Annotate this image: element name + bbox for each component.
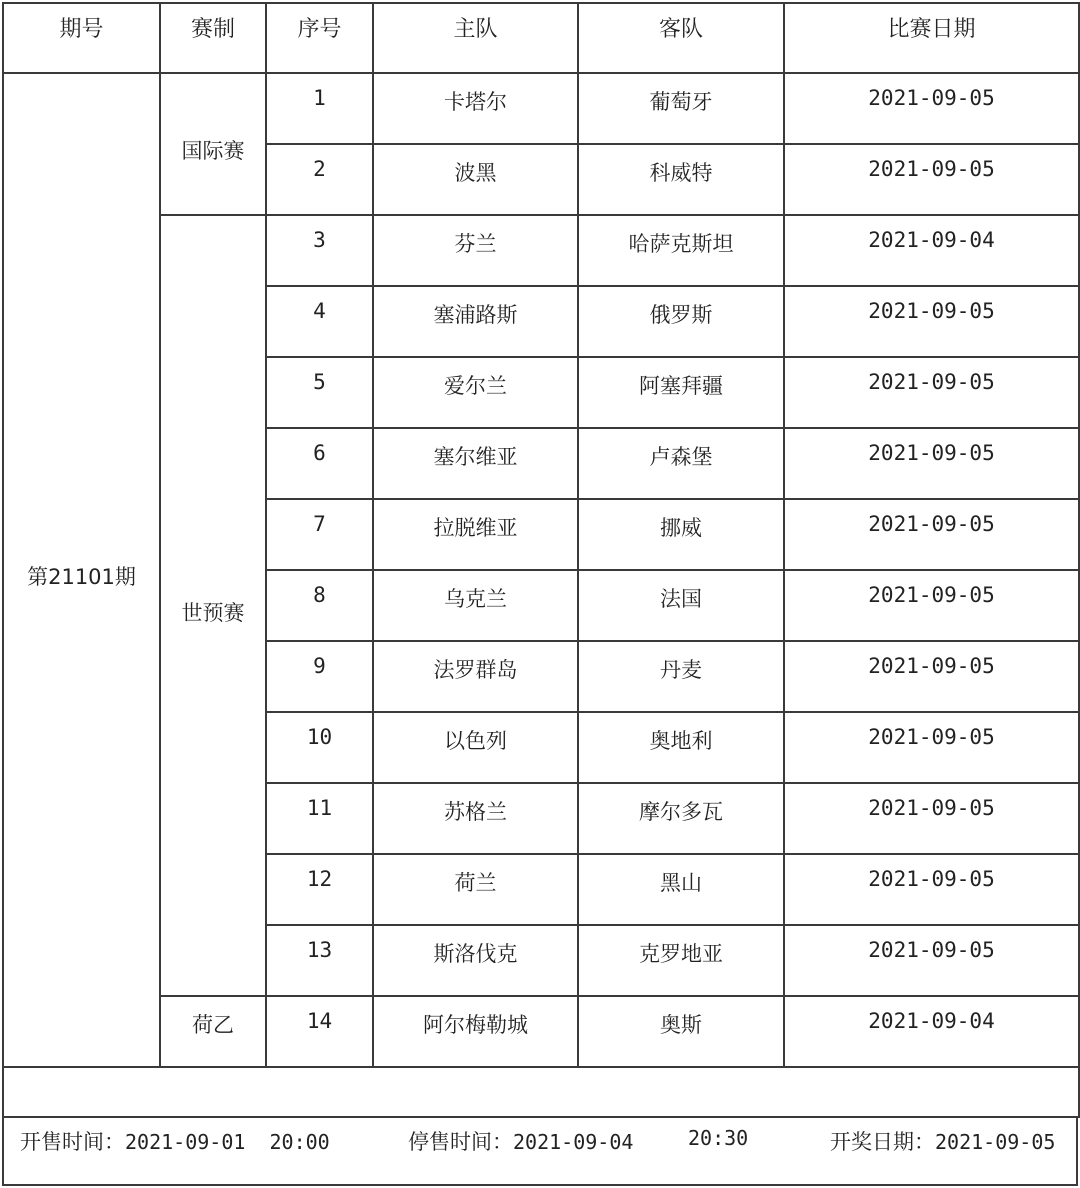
draw-date-label: 开奖日期： xyxy=(830,1130,935,1154)
period-cell: 第21101期 xyxy=(3,73,160,1067)
match-date-cell: 2021-09-05 xyxy=(784,925,1079,996)
seq-cell: 7 xyxy=(266,499,373,570)
home-team-cell: 苏格兰 xyxy=(373,783,578,854)
header-home: 主队 xyxy=(373,3,578,73)
sale-stop-group xyxy=(408,1126,633,1156)
seq-cell: 6 xyxy=(266,428,373,499)
seq-cell: 14 xyxy=(266,996,373,1067)
home-team-cell: 荷兰 xyxy=(373,854,578,925)
match-date-cell: 2021-09-05 xyxy=(784,499,1079,570)
away-team-cell: 摩尔多瓦 xyxy=(578,783,784,854)
seq-cell: 11 xyxy=(266,783,373,854)
header-format: 赛制 xyxy=(160,3,266,73)
seq-cell: 5 xyxy=(266,357,373,428)
draw-date-group xyxy=(830,1126,1055,1156)
format-cell-wc-qualifier: 世预赛 xyxy=(160,215,266,996)
match-date-cell: 2021-09-05 xyxy=(784,570,1079,641)
away-team-cell: 卢森堡 xyxy=(578,428,784,499)
match-date-cell: 2021-09-04 xyxy=(784,215,1079,286)
header-seq: 序号 xyxy=(266,3,373,73)
seq-cell: 2 xyxy=(266,144,373,215)
home-team-cell: 法罗群岛 xyxy=(373,641,578,712)
sale-start-group xyxy=(20,1126,330,1156)
away-team-cell: 挪威 xyxy=(578,499,784,570)
home-team-cell: 波黑 xyxy=(373,144,578,215)
match-date-cell: 2021-09-04 xyxy=(784,996,1079,1067)
home-team-cell: 塞浦路斯 xyxy=(373,286,578,357)
sale-start-value: 2021-09-01 20:00 xyxy=(125,1130,330,1154)
match-date-cell: 2021-09-05 xyxy=(784,428,1079,499)
away-team-cell: 奥斯 xyxy=(578,996,784,1067)
match-date-cell: 2021-09-05 xyxy=(784,286,1079,357)
match-date-cell: 2021-09-05 xyxy=(784,73,1079,144)
sale-start-label: 开售时间： xyxy=(20,1130,125,1154)
home-team-cell: 拉脱维亚 xyxy=(373,499,578,570)
seq-cell: 1 xyxy=(266,73,373,144)
away-team-cell: 丹麦 xyxy=(578,641,784,712)
away-team-cell: 克罗地亚 xyxy=(578,925,784,996)
format-cell-international: 国际赛 xyxy=(160,73,266,215)
seq-cell: 12 xyxy=(266,854,373,925)
header-period: 期号 xyxy=(3,3,160,73)
sale-stop-time: 20:30 xyxy=(688,1126,749,1150)
away-team-cell: 科威特 xyxy=(578,144,784,215)
blank-cell xyxy=(3,1067,1079,1117)
seq-cell: 3 xyxy=(266,215,373,286)
seq-cell: 8 xyxy=(266,570,373,641)
seq-cell: 13 xyxy=(266,925,373,996)
header-date: 比赛日期 xyxy=(784,3,1079,73)
match-date-cell: 2021-09-05 xyxy=(784,783,1079,854)
sale-stop-label: 停售时间： xyxy=(408,1130,513,1154)
match-schedule-table xyxy=(2,2,1080,1118)
header-row xyxy=(3,3,1079,73)
away-team-cell: 阿塞拜疆 xyxy=(578,357,784,428)
seq-cell: 4 xyxy=(266,286,373,357)
draw-date-value: 2021-09-05 xyxy=(935,1130,1056,1154)
seq-cell: 10 xyxy=(266,712,373,783)
home-team-cell: 卡塔尔 xyxy=(373,73,578,144)
home-team-cell: 斯洛伐克 xyxy=(373,925,578,996)
home-team-cell: 乌克兰 xyxy=(373,570,578,641)
away-team-cell: 俄罗斯 xyxy=(578,286,784,357)
home-team-cell: 塞尔维亚 xyxy=(373,428,578,499)
home-team-cell: 以色列 xyxy=(373,712,578,783)
away-team-cell: 葡萄牙 xyxy=(578,73,784,144)
home-team-cell: 阿尔梅勒城 xyxy=(373,996,578,1067)
away-team-cell: 哈萨克斯坦 xyxy=(578,215,784,286)
match-date-cell: 2021-09-05 xyxy=(784,144,1079,215)
format-cell-eredivisie2: 荷乙 xyxy=(160,996,266,1067)
away-team-cell: 黑山 xyxy=(578,854,784,925)
table-row xyxy=(3,996,1079,1067)
sale-stop-date: 2021-09-04 xyxy=(513,1130,634,1154)
seq-cell: 9 xyxy=(266,641,373,712)
match-date-cell: 2021-09-05 xyxy=(784,357,1079,428)
away-team-cell: 奥地利 xyxy=(578,712,784,783)
home-team-cell: 爱尔兰 xyxy=(373,357,578,428)
header-away: 客队 xyxy=(578,3,784,73)
table-row xyxy=(3,215,1079,286)
match-date-cell: 2021-09-05 xyxy=(784,854,1079,925)
blank-row xyxy=(3,1067,1079,1117)
table-row xyxy=(3,73,1079,144)
match-date-cell: 2021-09-05 xyxy=(784,712,1079,783)
match-date-cell: 2021-09-05 xyxy=(784,641,1079,712)
away-team-cell: 法国 xyxy=(578,570,784,641)
home-team-cell: 芬兰 xyxy=(373,215,578,286)
sale-info-footer xyxy=(2,1116,1078,1186)
